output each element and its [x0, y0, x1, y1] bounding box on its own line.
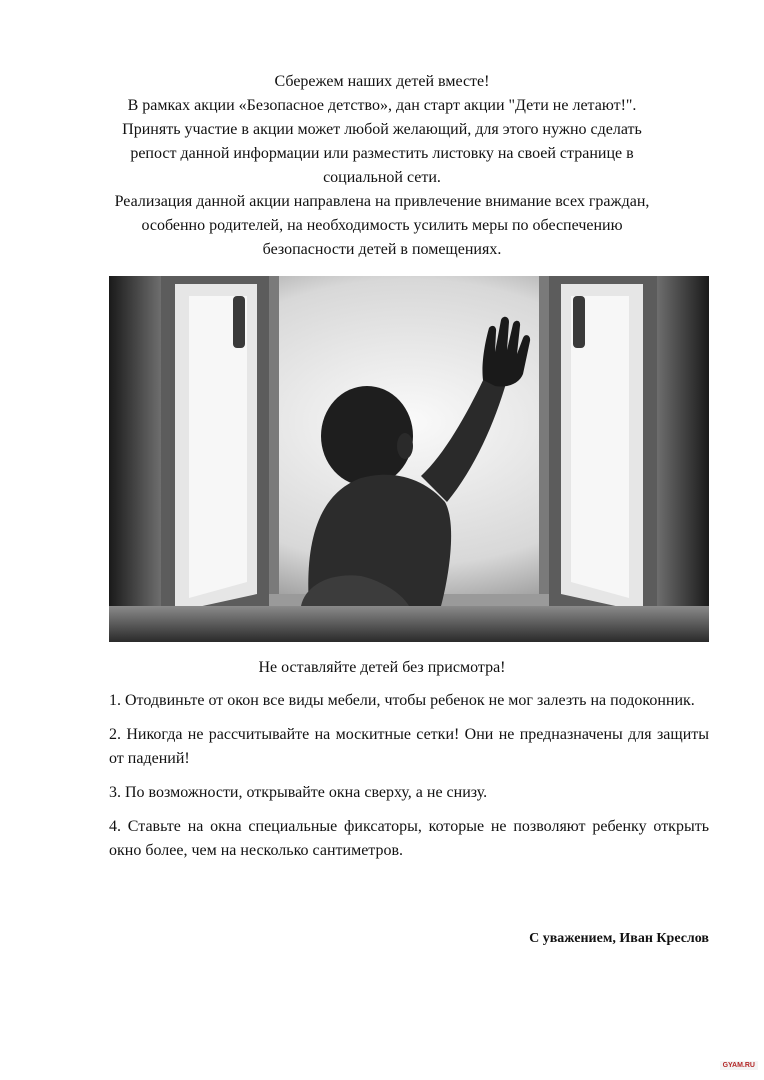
rule-item: 4. Ставьте на окна специальные фиксаторы, которые не позволяют ребенку открыть окно более, чем на несколько сантиметров. — [109, 818, 709, 859]
safety-rules-list — [109, 689, 709, 873]
signature: С уважением, Иван Креслов — [529, 931, 709, 946]
intro-paragraph-1: В рамках акции «Безопасное детство», дан старт акции "Дети не летают!". Принять участие в акции может любой желающий, для этого нужно сделать репост данной информации или разместить листовку на своей странице в социальной сети. — [122, 97, 642, 186]
intro-block — [100, 70, 664, 262]
intro-heading: Сбережем наших детей вместе! — [274, 73, 490, 90]
child-at-window-illustration — [109, 276, 709, 642]
child-at-window-photo — [109, 276, 709, 642]
intro-paragraph-2: Реализация данной акции направлена на привлечение внимание всех граждан, особенно родителей, на необходимость усилить меры по обеспечению безопасности детей в помещениях. — [114, 193, 650, 258]
rule-item: 2. Никогда не рассчитывайте на москитные сетки! Они не предназначены для защиты от падений! — [109, 726, 709, 767]
watermark-logo: GYAM.RU — [720, 1061, 758, 1070]
rule-item: 1. Отодвиньте от окон все виды мебели, чтобы ребенок не мог залезть на подоконник. — [109, 692, 695, 709]
rule-item: 3. По возможности, открывайте окна сверху, а не снизу. — [109, 784, 488, 801]
photo-caption: Не оставляйте детей без присмотра! — [258, 659, 506, 676]
